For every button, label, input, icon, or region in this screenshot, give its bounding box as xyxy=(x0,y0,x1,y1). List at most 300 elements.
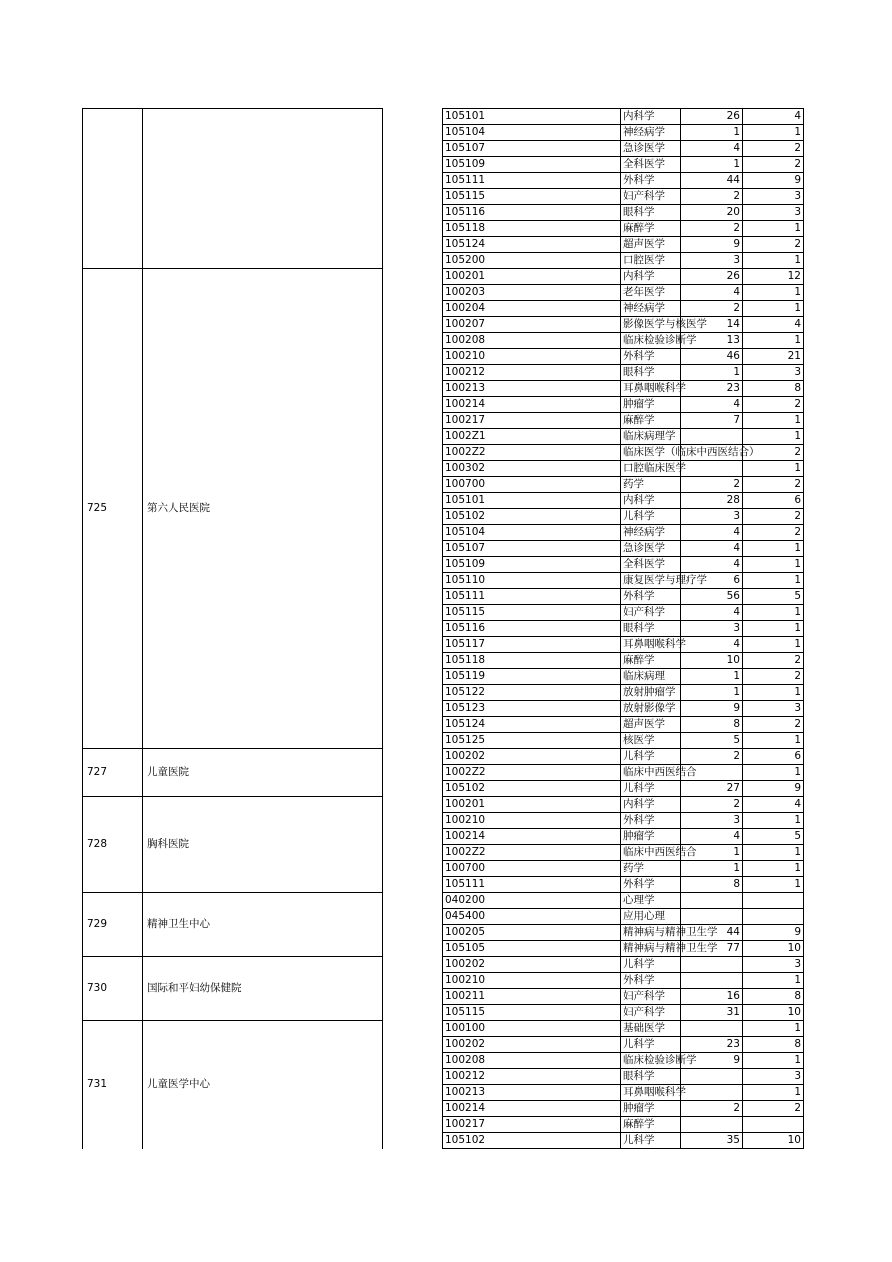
count-col-1: 3 xyxy=(681,509,743,525)
spacer-cell xyxy=(383,829,443,845)
count-col-1: 1 xyxy=(681,669,743,685)
count-col-1: 77 xyxy=(681,941,743,957)
spacer-cell xyxy=(383,813,443,829)
spacer-cell xyxy=(383,301,443,317)
count-col-2: 1 xyxy=(743,333,804,349)
major-name: 眼科学 xyxy=(621,1069,681,1085)
major-name: 临床中西医结合 xyxy=(621,845,681,861)
count-col-1 xyxy=(681,429,743,445)
spacer-cell xyxy=(383,221,443,237)
count-col-2: 2 xyxy=(743,1101,804,1117)
spacer-cell xyxy=(383,157,443,173)
count-col-2: 1 xyxy=(743,973,804,989)
count-col-2: 4 xyxy=(743,797,804,813)
count-col-2: 2 xyxy=(743,717,804,733)
spacer-cell xyxy=(383,333,443,349)
count-col-1: 2 xyxy=(681,797,743,813)
count-col-2: 2 xyxy=(743,397,804,413)
count-col-2: 1 xyxy=(743,253,804,269)
major-name: 外科学 xyxy=(621,973,681,989)
major-code: 1002Z1 xyxy=(443,429,621,445)
major-name: 外科学 xyxy=(621,877,681,893)
count-col-2: 3 xyxy=(743,365,804,381)
spacer-cell xyxy=(383,845,443,861)
count-col-1: 44 xyxy=(681,925,743,941)
count-col-1 xyxy=(681,973,743,989)
count-col-2: 1 xyxy=(743,733,804,749)
spacer-cell xyxy=(383,109,443,125)
count-col-1 xyxy=(681,461,743,477)
major-code: 105107 xyxy=(443,541,621,557)
count-col-1 xyxy=(681,909,743,925)
count-col-1: 35 xyxy=(681,1133,743,1149)
table-row xyxy=(83,269,804,285)
table-row xyxy=(83,893,804,909)
count-col-2 xyxy=(743,1117,804,1133)
major-name: 临床检验诊断学 xyxy=(621,1053,681,1069)
spacer-cell xyxy=(383,189,443,205)
count-col-2: 2 xyxy=(743,653,804,669)
count-col-2: 1 xyxy=(743,621,804,637)
major-code: 105200 xyxy=(443,253,621,269)
major-name: 影像医学与核医学 xyxy=(621,317,681,333)
spacer-cell xyxy=(383,253,443,269)
spacer-cell xyxy=(383,653,443,669)
major-name: 妇产科学 xyxy=(621,605,681,621)
spacer-cell xyxy=(383,381,443,397)
major-name: 麻醉学 xyxy=(621,653,681,669)
major-code: 105104 xyxy=(443,125,621,141)
major-code: 105124 xyxy=(443,717,621,733)
count-col-2: 21 xyxy=(743,349,804,365)
major-name: 妇产科学 xyxy=(621,1005,681,1021)
major-code: 105115 xyxy=(443,189,621,205)
count-col-1: 4 xyxy=(681,541,743,557)
count-col-2: 2 xyxy=(743,141,804,157)
count-col-1: 13 xyxy=(681,333,743,349)
spacer-cell xyxy=(383,605,443,621)
spacer-cell xyxy=(383,1021,443,1037)
major-code: 105111 xyxy=(443,877,621,893)
major-name: 精神病与精神卫生学 xyxy=(621,941,681,957)
major-code: 100213 xyxy=(443,381,621,397)
major-code: 100202 xyxy=(443,1037,621,1053)
spacer-cell xyxy=(383,685,443,701)
institution-code: 725 xyxy=(83,269,143,749)
major-code: 100700 xyxy=(443,477,621,493)
major-code: 1002Z2 xyxy=(443,445,621,461)
spacer-cell xyxy=(383,445,443,461)
count-col-2: 6 xyxy=(743,749,804,765)
major-code: 105111 xyxy=(443,589,621,605)
major-code: 105119 xyxy=(443,669,621,685)
count-col-2: 1 xyxy=(743,1021,804,1037)
major-name: 口腔临床医学 xyxy=(621,461,681,477)
major-code: 105110 xyxy=(443,573,621,589)
count-col-1: 56 xyxy=(681,589,743,605)
major-name: 儿科学 xyxy=(621,1037,681,1053)
spacer-cell xyxy=(383,749,443,765)
major-name: 肿瘤学 xyxy=(621,829,681,845)
major-name: 临床医学（临床中西医结合） xyxy=(621,445,681,461)
major-name: 神经病学 xyxy=(621,301,681,317)
major-code: 105102 xyxy=(443,781,621,797)
enrollment-table xyxy=(82,108,804,1149)
count-col-1: 2 xyxy=(681,189,743,205)
count-col-2: 2 xyxy=(743,445,804,461)
count-col-1: 2 xyxy=(681,477,743,493)
count-col-1: 14 xyxy=(681,317,743,333)
table-row xyxy=(83,109,804,125)
major-name: 妇产科学 xyxy=(621,989,681,1005)
major-code: 100302 xyxy=(443,461,621,477)
count-col-1: 10 xyxy=(681,653,743,669)
count-col-1: 1 xyxy=(681,365,743,381)
major-code: 105102 xyxy=(443,509,621,525)
spacer-cell xyxy=(383,1037,443,1053)
count-col-2: 1 xyxy=(743,429,804,445)
count-col-1: 16 xyxy=(681,989,743,1005)
count-col-2: 1 xyxy=(743,861,804,877)
spacer-cell xyxy=(383,285,443,301)
spacer-cell xyxy=(383,765,443,781)
spacer-cell xyxy=(383,461,443,477)
count-col-2: 1 xyxy=(743,685,804,701)
spacer-cell xyxy=(383,717,443,733)
count-col-1: 2 xyxy=(681,749,743,765)
spacer-cell xyxy=(383,589,443,605)
major-code: 100212 xyxy=(443,365,621,381)
major-name: 妇产科学 xyxy=(621,189,681,205)
count-col-2: 2 xyxy=(743,669,804,685)
count-col-1: 1 xyxy=(681,157,743,173)
major-name: 临床病理学 xyxy=(621,429,681,445)
count-col-1: 4 xyxy=(681,285,743,301)
major-name: 耳鼻咽喉科学 xyxy=(621,1085,681,1101)
major-code: 100202 xyxy=(443,957,621,973)
major-code: 100212 xyxy=(443,1069,621,1085)
count-col-2: 10 xyxy=(743,941,804,957)
spacer-cell xyxy=(383,429,443,445)
major-name: 儿科学 xyxy=(621,781,681,797)
count-col-1: 2 xyxy=(681,1101,743,1117)
major-code: 100205 xyxy=(443,925,621,941)
major-name: 急诊医学 xyxy=(621,541,681,557)
major-name: 老年医学 xyxy=(621,285,681,301)
count-col-2: 1 xyxy=(743,221,804,237)
count-col-1: 4 xyxy=(681,605,743,621)
spacer-cell xyxy=(383,621,443,637)
count-col-1: 4 xyxy=(681,557,743,573)
count-col-2: 1 xyxy=(743,301,804,317)
major-name: 口腔医学 xyxy=(621,253,681,269)
count-col-2: 2 xyxy=(743,525,804,541)
major-name: 内科学 xyxy=(621,109,681,125)
major-code: 105107 xyxy=(443,141,621,157)
institution-name: 胸科医院 xyxy=(143,797,383,893)
count-col-1: 4 xyxy=(681,397,743,413)
spacer-cell xyxy=(383,909,443,925)
major-code: 105118 xyxy=(443,221,621,237)
major-name: 儿科学 xyxy=(621,509,681,525)
major-code: 100207 xyxy=(443,317,621,333)
major-name: 眼科学 xyxy=(621,205,681,221)
table-row xyxy=(83,957,804,973)
major-name: 外科学 xyxy=(621,349,681,365)
table-row xyxy=(83,797,804,813)
major-code: 100201 xyxy=(443,269,621,285)
institution-name: 精神卫生中心 xyxy=(143,893,383,957)
major-name: 超声医学 xyxy=(621,717,681,733)
count-col-1: 5 xyxy=(681,733,743,749)
major-code: 105115 xyxy=(443,605,621,621)
major-name: 神经病学 xyxy=(621,525,681,541)
major-code: 100204 xyxy=(443,301,621,317)
major-code: 105109 xyxy=(443,157,621,173)
institution-name xyxy=(143,109,383,269)
major-code: 105101 xyxy=(443,493,621,509)
spacer-cell xyxy=(383,637,443,653)
major-code: 105111 xyxy=(443,173,621,189)
count-col-2: 3 xyxy=(743,205,804,221)
count-col-2: 12 xyxy=(743,269,804,285)
major-code: 105116 xyxy=(443,621,621,637)
spacer-cell xyxy=(383,509,443,525)
count-col-2: 1 xyxy=(743,765,804,781)
count-col-2: 5 xyxy=(743,829,804,845)
table-row xyxy=(83,1021,804,1037)
count-col-1: 31 xyxy=(681,1005,743,1021)
institution-name: 国际和平妇幼保健院 xyxy=(143,957,383,1021)
count-col-1 xyxy=(681,1069,743,1085)
count-col-2: 8 xyxy=(743,1037,804,1053)
major-code: 100700 xyxy=(443,861,621,877)
major-name: 临床中西医结合 xyxy=(621,765,681,781)
enrollment-table-sheet xyxy=(82,108,803,1149)
count-col-1: 3 xyxy=(681,253,743,269)
spacer-cell xyxy=(383,989,443,1005)
major-name: 内科学 xyxy=(621,269,681,285)
major-name: 药学 xyxy=(621,861,681,877)
count-col-2: 8 xyxy=(743,381,804,397)
major-code: 100208 xyxy=(443,1053,621,1069)
institution-code: 727 xyxy=(83,749,143,797)
institution-code: 728 xyxy=(83,797,143,893)
spacer-cell xyxy=(383,861,443,877)
spacer-cell xyxy=(383,733,443,749)
institution-code: 731 xyxy=(83,1021,143,1149)
major-name: 神经病学 xyxy=(621,125,681,141)
count-col-1: 8 xyxy=(681,717,743,733)
major-name: 外科学 xyxy=(621,173,681,189)
major-code: 105125 xyxy=(443,733,621,749)
major-code: 100210 xyxy=(443,349,621,365)
major-code: 045400 xyxy=(443,909,621,925)
institution-name: 第六人民医院 xyxy=(143,269,383,749)
count-col-1 xyxy=(681,1085,743,1101)
major-name: 临床病理 xyxy=(621,669,681,685)
spacer-cell xyxy=(383,349,443,365)
major-code: 100202 xyxy=(443,749,621,765)
spacer-cell xyxy=(383,973,443,989)
count-col-1: 20 xyxy=(681,205,743,221)
major-code: 105123 xyxy=(443,701,621,717)
major-name: 麻醉学 xyxy=(621,1117,681,1133)
count-col-2: 1 xyxy=(743,813,804,829)
major-name: 核医学 xyxy=(621,733,681,749)
count-col-1: 44 xyxy=(681,173,743,189)
major-code: 105102 xyxy=(443,1133,621,1149)
count-col-2: 2 xyxy=(743,509,804,525)
count-col-2: 1 xyxy=(743,285,804,301)
count-col-2: 1 xyxy=(743,413,804,429)
major-name: 肿瘤学 xyxy=(621,397,681,413)
count-col-1: 1 xyxy=(681,861,743,877)
major-name: 肿瘤学 xyxy=(621,1101,681,1117)
major-name: 儿科学 xyxy=(621,957,681,973)
spacer-cell xyxy=(383,1133,443,1149)
count-col-2: 1 xyxy=(743,125,804,141)
count-col-1: 4 xyxy=(681,637,743,653)
spacer-cell xyxy=(383,1085,443,1101)
count-col-1: 26 xyxy=(681,109,743,125)
spacer-cell xyxy=(383,541,443,557)
major-code: 100214 xyxy=(443,1101,621,1117)
count-col-1: 1 xyxy=(681,685,743,701)
major-code: 040200 xyxy=(443,893,621,909)
institution-name: 儿童医学中心 xyxy=(143,1021,383,1149)
spacer-cell xyxy=(383,1005,443,1021)
major-code: 105118 xyxy=(443,653,621,669)
major-code: 100203 xyxy=(443,285,621,301)
major-name: 放射肿瘤学 xyxy=(621,685,681,701)
count-col-1: 8 xyxy=(681,877,743,893)
spacer-cell xyxy=(383,173,443,189)
major-code: 105115 xyxy=(443,1005,621,1021)
count-col-1: 2 xyxy=(681,221,743,237)
major-code: 100210 xyxy=(443,813,621,829)
institution-code xyxy=(83,109,143,269)
count-col-2: 6 xyxy=(743,493,804,509)
spacer-cell xyxy=(383,701,443,717)
table-body xyxy=(83,109,804,1149)
spacer-cell xyxy=(383,477,443,493)
major-code: 100217 xyxy=(443,1117,621,1133)
major-code: 105116 xyxy=(443,205,621,221)
count-col-1: 27 xyxy=(681,781,743,797)
count-col-1: 2 xyxy=(681,301,743,317)
major-name: 耳鼻咽喉科学 xyxy=(621,381,681,397)
spacer-cell xyxy=(383,365,443,381)
major-name: 眼科学 xyxy=(621,365,681,381)
major-name: 全科医学 xyxy=(621,157,681,173)
count-col-2: 9 xyxy=(743,925,804,941)
spacer-cell xyxy=(383,893,443,909)
count-col-1: 6 xyxy=(681,573,743,589)
major-code: 100213 xyxy=(443,1085,621,1101)
major-code: 105124 xyxy=(443,237,621,253)
count-col-1: 23 xyxy=(681,381,743,397)
count-col-2: 3 xyxy=(743,1069,804,1085)
count-col-1: 3 xyxy=(681,813,743,829)
count-col-1: 9 xyxy=(681,701,743,717)
count-col-1: 1 xyxy=(681,845,743,861)
count-col-2: 1 xyxy=(743,1053,804,1069)
spacer-cell xyxy=(383,317,443,333)
major-name: 全科医学 xyxy=(621,557,681,573)
institution-code: 730 xyxy=(83,957,143,1021)
spacer-cell xyxy=(383,141,443,157)
major-code: 100214 xyxy=(443,397,621,413)
major-name: 临床检验诊断学 xyxy=(621,333,681,349)
count-col-2: 10 xyxy=(743,1133,804,1149)
major-name: 麻醉学 xyxy=(621,413,681,429)
major-code: 100201 xyxy=(443,797,621,813)
count-col-1 xyxy=(681,1117,743,1133)
count-col-2: 5 xyxy=(743,589,804,605)
count-col-2: 1 xyxy=(743,877,804,893)
count-col-2: 1 xyxy=(743,637,804,653)
major-name: 放射影像学 xyxy=(621,701,681,717)
count-col-1: 28 xyxy=(681,493,743,509)
spacer-cell xyxy=(383,925,443,941)
count-col-2: 1 xyxy=(743,541,804,557)
count-col-2: 3 xyxy=(743,701,804,717)
spacer-cell xyxy=(383,557,443,573)
count-col-2: 1 xyxy=(743,605,804,621)
major-name: 内科学 xyxy=(621,493,681,509)
institution-code: 729 xyxy=(83,893,143,957)
spacer-cell xyxy=(383,781,443,797)
major-code: 105101 xyxy=(443,109,621,125)
count-col-2: 1 xyxy=(743,1085,804,1101)
count-col-2: 4 xyxy=(743,317,804,333)
institution-name: 儿童医院 xyxy=(143,749,383,797)
count-col-1: 1 xyxy=(681,125,743,141)
count-col-2: 1 xyxy=(743,557,804,573)
major-name: 超声医学 xyxy=(621,237,681,253)
major-name: 基础医学 xyxy=(621,1021,681,1037)
major-name: 康复医学与理疗学 xyxy=(621,573,681,589)
count-col-1: 46 xyxy=(681,349,743,365)
count-col-1: 9 xyxy=(681,237,743,253)
count-col-1 xyxy=(681,893,743,909)
major-name: 外科学 xyxy=(621,589,681,605)
count-col-1: 4 xyxy=(681,141,743,157)
major-code: 1002Z2 xyxy=(443,845,621,861)
spacer-cell xyxy=(383,525,443,541)
count-col-2: 9 xyxy=(743,173,804,189)
major-name: 心理学 xyxy=(621,893,681,909)
major-name: 急诊医学 xyxy=(621,141,681,157)
major-name: 麻醉学 xyxy=(621,221,681,237)
count-col-2: 3 xyxy=(743,189,804,205)
major-code: 100210 xyxy=(443,973,621,989)
spacer-cell xyxy=(383,669,443,685)
count-col-2: 4 xyxy=(743,109,804,125)
count-col-1: 9 xyxy=(681,1053,743,1069)
spacer-cell xyxy=(383,125,443,141)
major-name: 儿科学 xyxy=(621,749,681,765)
count-col-1: 4 xyxy=(681,829,743,845)
major-code: 105122 xyxy=(443,685,621,701)
spacer-cell xyxy=(383,1069,443,1085)
major-code: 1002Z2 xyxy=(443,765,621,781)
count-col-1: 4 xyxy=(681,525,743,541)
major-code: 100100 xyxy=(443,1021,621,1037)
major-name: 应用心理 xyxy=(621,909,681,925)
count-col-1 xyxy=(681,957,743,973)
